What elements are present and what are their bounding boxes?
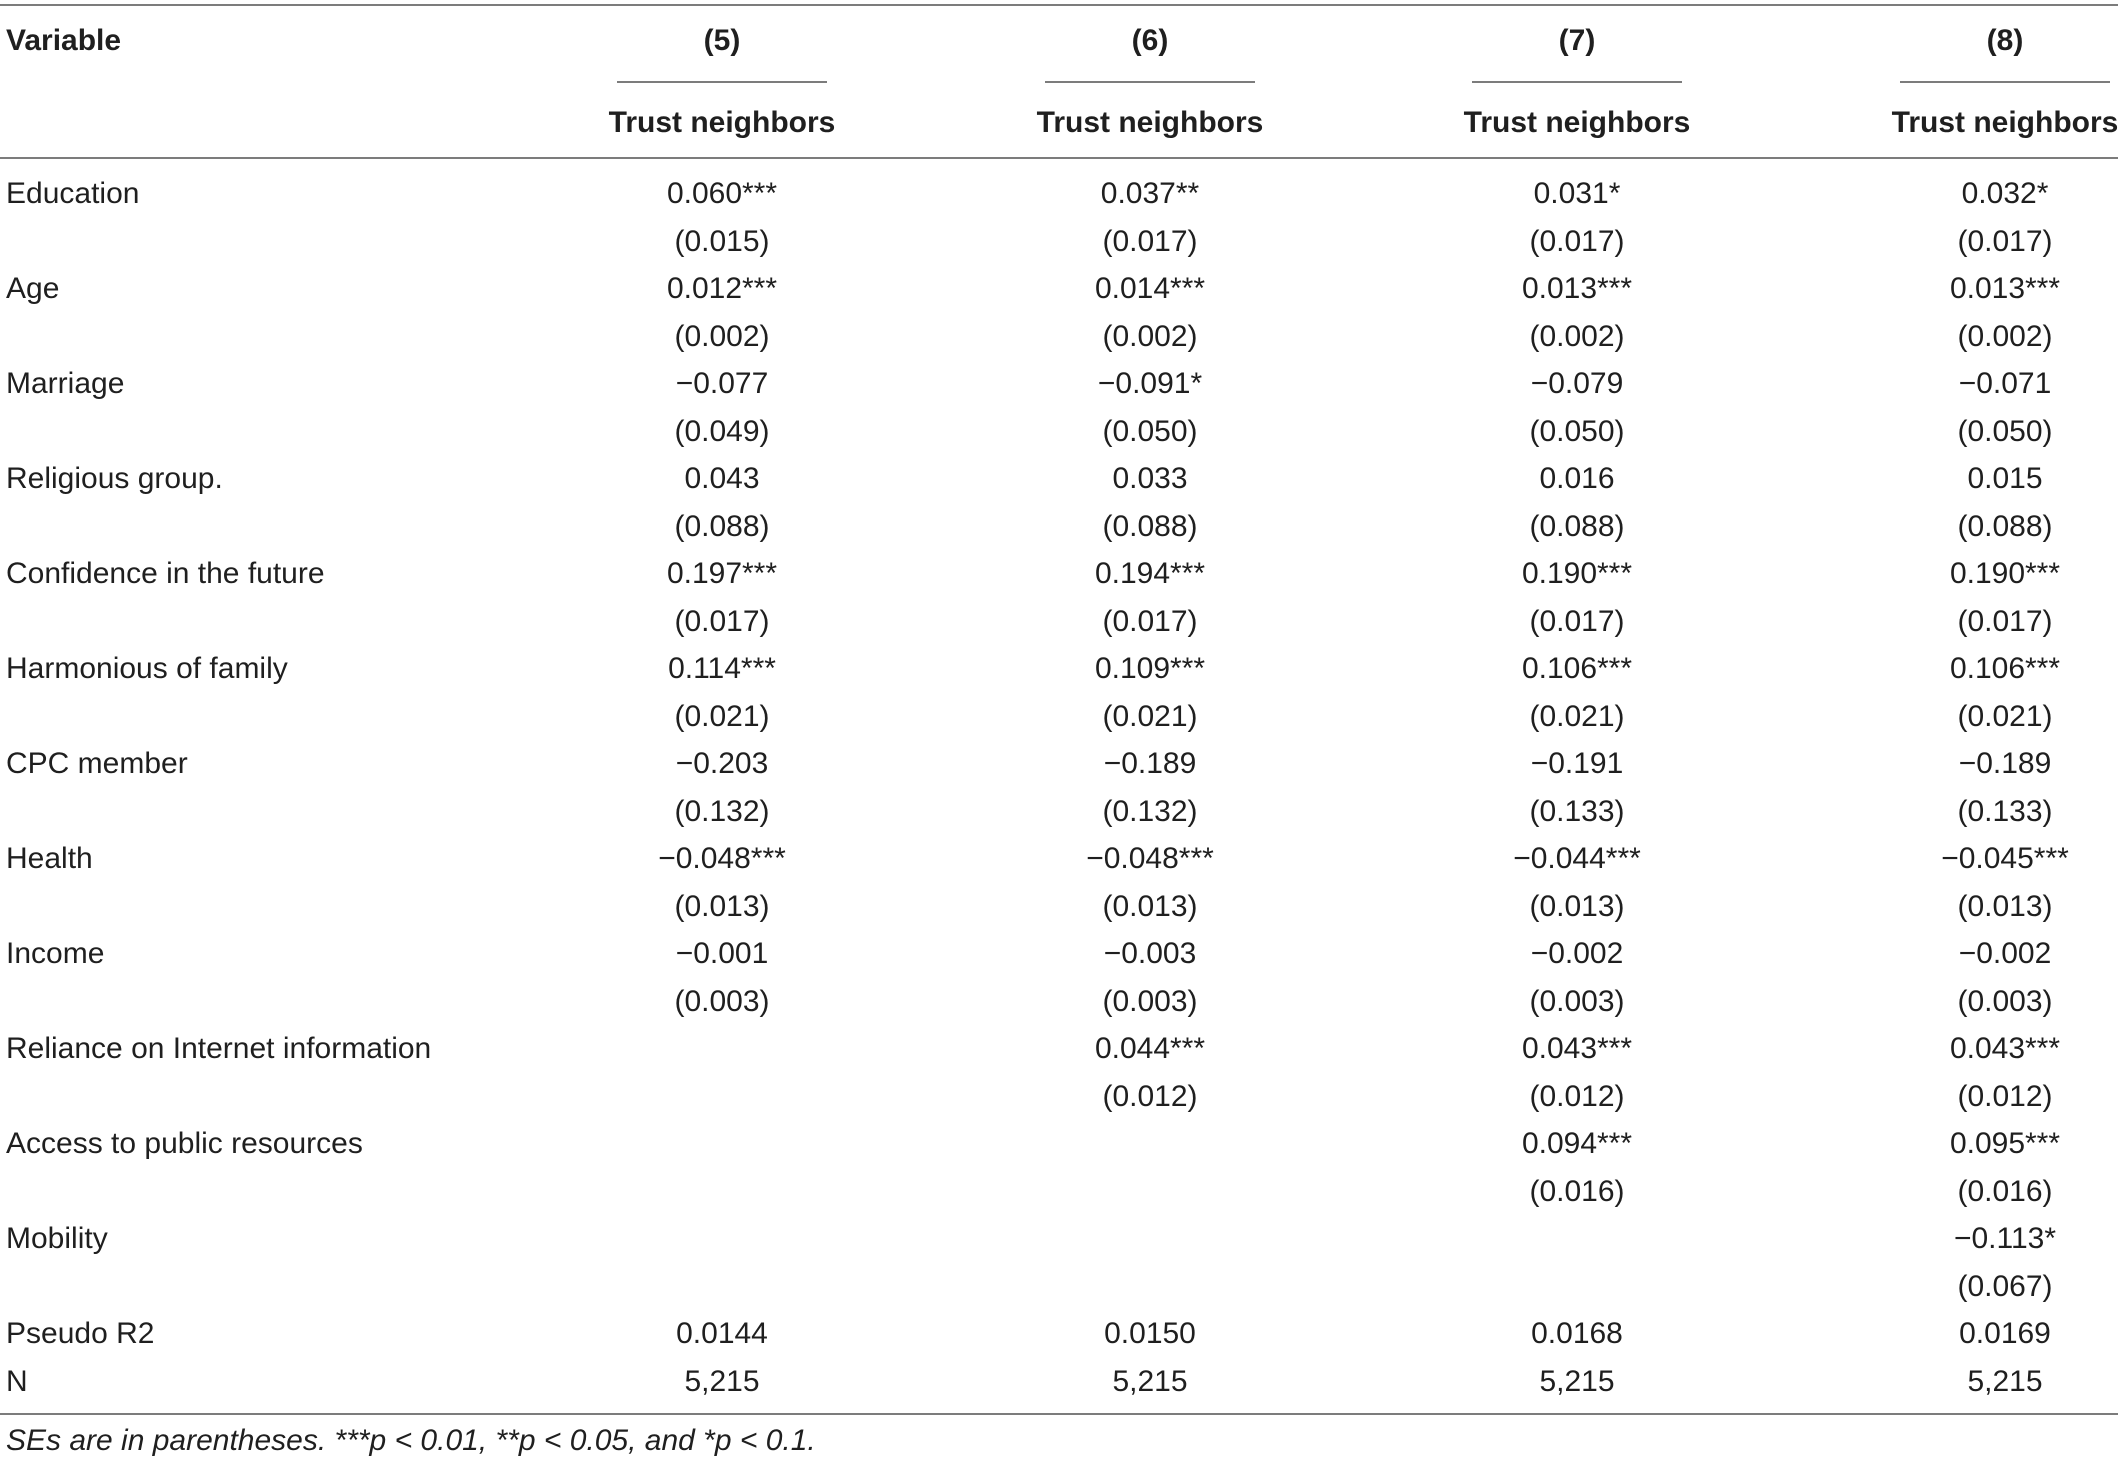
standard-error-cell: (0.013) xyxy=(1102,890,1198,923)
standard-error-cell: (0.012) xyxy=(1102,1080,1198,1113)
standard-error-cell: (0.002) xyxy=(1529,320,1625,353)
row-label: Education xyxy=(6,177,140,210)
coefficient-cell: 0.094*** xyxy=(1521,1127,1633,1160)
standard-error-cell: (0.021) xyxy=(1957,700,2053,733)
standard-error-cell: (0.017) xyxy=(1102,225,1198,258)
coefficient-cell: −0.045*** xyxy=(1941,842,2069,875)
top-rule xyxy=(0,4,2118,6)
standard-error-cell: (0.088) xyxy=(1957,510,2053,543)
standard-error-cell: (0.017) xyxy=(1957,605,2053,638)
standard-error-cell: (0.017) xyxy=(1529,605,1625,638)
column-number: (5) xyxy=(703,24,741,57)
row-label: Income xyxy=(6,937,105,970)
standard-error-cell: (0.003) xyxy=(674,985,770,1018)
table-footnote: SEs are in parentheses. ***p < 0.01, **p < 0.05, and *p < 0.1. xyxy=(6,1424,816,1457)
standard-error-cell: (0.133) xyxy=(1957,795,2053,828)
row-label: CPC member xyxy=(6,747,188,780)
coefficient-cell: −0.001 xyxy=(675,937,769,970)
row-label: Reliance on Internet information xyxy=(6,1032,432,1065)
coefficient-cell: 0.043*** xyxy=(1949,1032,2061,1065)
row-label: Marriage xyxy=(6,367,125,400)
coefficient-cell: 0.014*** xyxy=(1094,272,1206,305)
coefficient-cell: −0.077 xyxy=(675,367,769,400)
coefficient-cell: −0.189 xyxy=(1103,747,1197,780)
header-rule xyxy=(0,157,2118,159)
stat-label: Pseudo R2 xyxy=(6,1317,155,1350)
standard-error-cell: (0.133) xyxy=(1529,795,1625,828)
column-number: (8) xyxy=(1986,24,2024,57)
coefficient-cell: 0.037** xyxy=(1100,177,1200,210)
standard-error-cell: (0.088) xyxy=(1102,510,1198,543)
standard-error-cell: (0.050) xyxy=(1529,415,1625,448)
coefficient-cell: 0.106*** xyxy=(1949,652,2061,685)
standard-error-cell: (0.013) xyxy=(1529,890,1625,923)
coefficient-cell: −0.091* xyxy=(1097,367,1203,400)
column-dependent-variable: Trust neighbors xyxy=(1891,106,2118,139)
stat-value-cell: 5,215 xyxy=(1112,1365,1188,1398)
coefficient-cell: 0.190*** xyxy=(1949,557,2061,590)
coefficient-cell: −0.048*** xyxy=(658,842,786,875)
coefficient-cell: −0.002 xyxy=(1958,937,2052,970)
standard-error-cell: (0.067) xyxy=(1957,1270,2053,1303)
coefficient-cell: −0.113* xyxy=(1953,1222,2057,1255)
stat-value-cell: 0.0150 xyxy=(1104,1317,1196,1350)
row-label: Health xyxy=(6,842,93,875)
standard-error-cell: (0.003) xyxy=(1957,985,2053,1018)
standard-error-cell: (0.012) xyxy=(1529,1080,1625,1113)
coefficient-cell: −0.048*** xyxy=(1086,842,1214,875)
row-label: Confidence in the future xyxy=(6,557,325,590)
column-rule xyxy=(617,81,827,83)
standard-error-cell: (0.016) xyxy=(1957,1175,2053,1208)
stat-label: N xyxy=(6,1365,28,1398)
row-label: Religious group. xyxy=(6,462,223,495)
coefficient-cell: 0.032* xyxy=(1961,177,2049,210)
coefficient-cell: 0.114*** xyxy=(668,652,776,685)
coefficient-cell: −0.191 xyxy=(1530,747,1624,780)
coefficient-cell: 0.197*** xyxy=(666,557,778,590)
row-label: Mobility xyxy=(6,1222,108,1255)
standard-error-cell: (0.015) xyxy=(674,225,770,258)
standard-error-cell: (0.021) xyxy=(1529,700,1625,733)
coefficient-cell: 0.060*** xyxy=(666,177,778,210)
stat-value-cell: 0.0144 xyxy=(676,1317,768,1350)
standard-error-cell: (0.017) xyxy=(1102,605,1198,638)
standard-error-cell: (0.088) xyxy=(1529,510,1625,543)
column-rule xyxy=(1472,81,1682,83)
coefficient-cell: −0.044*** xyxy=(1513,842,1641,875)
standard-error-cell: (0.013) xyxy=(1957,890,2053,923)
standard-error-cell: (0.003) xyxy=(1529,985,1625,1018)
row-label: Age xyxy=(6,272,60,305)
column-number: (6) xyxy=(1131,24,1169,57)
column-rule xyxy=(1045,81,1255,83)
standard-error-cell: (0.088) xyxy=(674,510,770,543)
standard-error-cell: (0.002) xyxy=(674,320,770,353)
standard-error-cell: (0.012) xyxy=(1957,1080,2053,1113)
column-number: (7) xyxy=(1558,24,1596,57)
bottom-rule xyxy=(0,1413,2118,1415)
coefficient-cell: −0.071 xyxy=(1958,367,2052,400)
standard-error-cell: (0.016) xyxy=(1529,1175,1625,1208)
stat-value-cell: 5,215 xyxy=(1539,1365,1615,1398)
standard-error-cell: (0.021) xyxy=(1102,700,1198,733)
standard-error-cell: (0.050) xyxy=(1957,415,2053,448)
column-dependent-variable: Trust neighbors xyxy=(1463,106,1691,139)
coefficient-cell: 0.109*** xyxy=(1094,652,1206,685)
coefficient-cell: −0.203 xyxy=(675,747,769,780)
standard-error-cell: (0.013) xyxy=(674,890,770,923)
standard-error-cell: (0.017) xyxy=(1529,225,1625,258)
coefficient-cell: −0.003 xyxy=(1103,937,1197,970)
coefficient-cell: 0.194*** xyxy=(1094,557,1206,590)
standard-error-cell: (0.050) xyxy=(1102,415,1198,448)
stat-value-cell: 5,215 xyxy=(684,1365,760,1398)
standard-error-cell: (0.132) xyxy=(1102,795,1198,828)
coefficient-cell: −0.079 xyxy=(1530,367,1624,400)
coefficient-cell: −0.002 xyxy=(1530,937,1624,970)
standard-error-cell: (0.017) xyxy=(674,605,770,638)
standard-error-cell: (0.049) xyxy=(674,415,770,448)
column-dependent-variable: Trust neighbors xyxy=(1036,106,1264,139)
coefficient-cell: 0.013*** xyxy=(1521,272,1633,305)
stat-value-cell: 0.0168 xyxy=(1531,1317,1623,1350)
coefficient-cell: 0.190*** xyxy=(1521,557,1633,590)
variable-header: Variable xyxy=(6,24,122,57)
coefficient-cell: 0.033 xyxy=(1112,462,1188,495)
stat-value-cell: 5,215 xyxy=(1967,1365,2043,1398)
coefficient-cell: 0.043 xyxy=(684,462,760,495)
standard-error-cell: (0.002) xyxy=(1957,320,2053,353)
stat-value-cell: 0.0169 xyxy=(1959,1317,2051,1350)
row-label: Access to public resources xyxy=(6,1127,363,1160)
column-dependent-variable: Trust neighbors xyxy=(608,106,836,139)
coefficient-cell: 0.044*** xyxy=(1094,1032,1206,1065)
coefficient-cell: 0.012*** xyxy=(666,272,778,305)
coefficient-cell: −0.189 xyxy=(1958,747,2052,780)
coefficient-cell: 0.095*** xyxy=(1949,1127,2061,1160)
coefficient-cell: 0.043*** xyxy=(1521,1032,1633,1065)
column-rule xyxy=(1900,81,2110,83)
standard-error-cell: (0.003) xyxy=(1102,985,1198,1018)
row-label: Harmonious of family xyxy=(6,652,288,685)
coefficient-cell: 0.016 xyxy=(1539,462,1615,495)
coefficient-cell: 0.013*** xyxy=(1949,272,2061,305)
coefficient-cell: 0.031* xyxy=(1533,177,1621,210)
standard-error-cell: (0.021) xyxy=(674,700,770,733)
standard-error-cell: (0.132) xyxy=(674,795,770,828)
coefficient-cell: 0.106*** xyxy=(1521,652,1633,685)
standard-error-cell: (0.017) xyxy=(1957,225,2053,258)
coefficient-cell: 0.015 xyxy=(1967,462,2043,495)
standard-error-cell: (0.002) xyxy=(1102,320,1198,353)
